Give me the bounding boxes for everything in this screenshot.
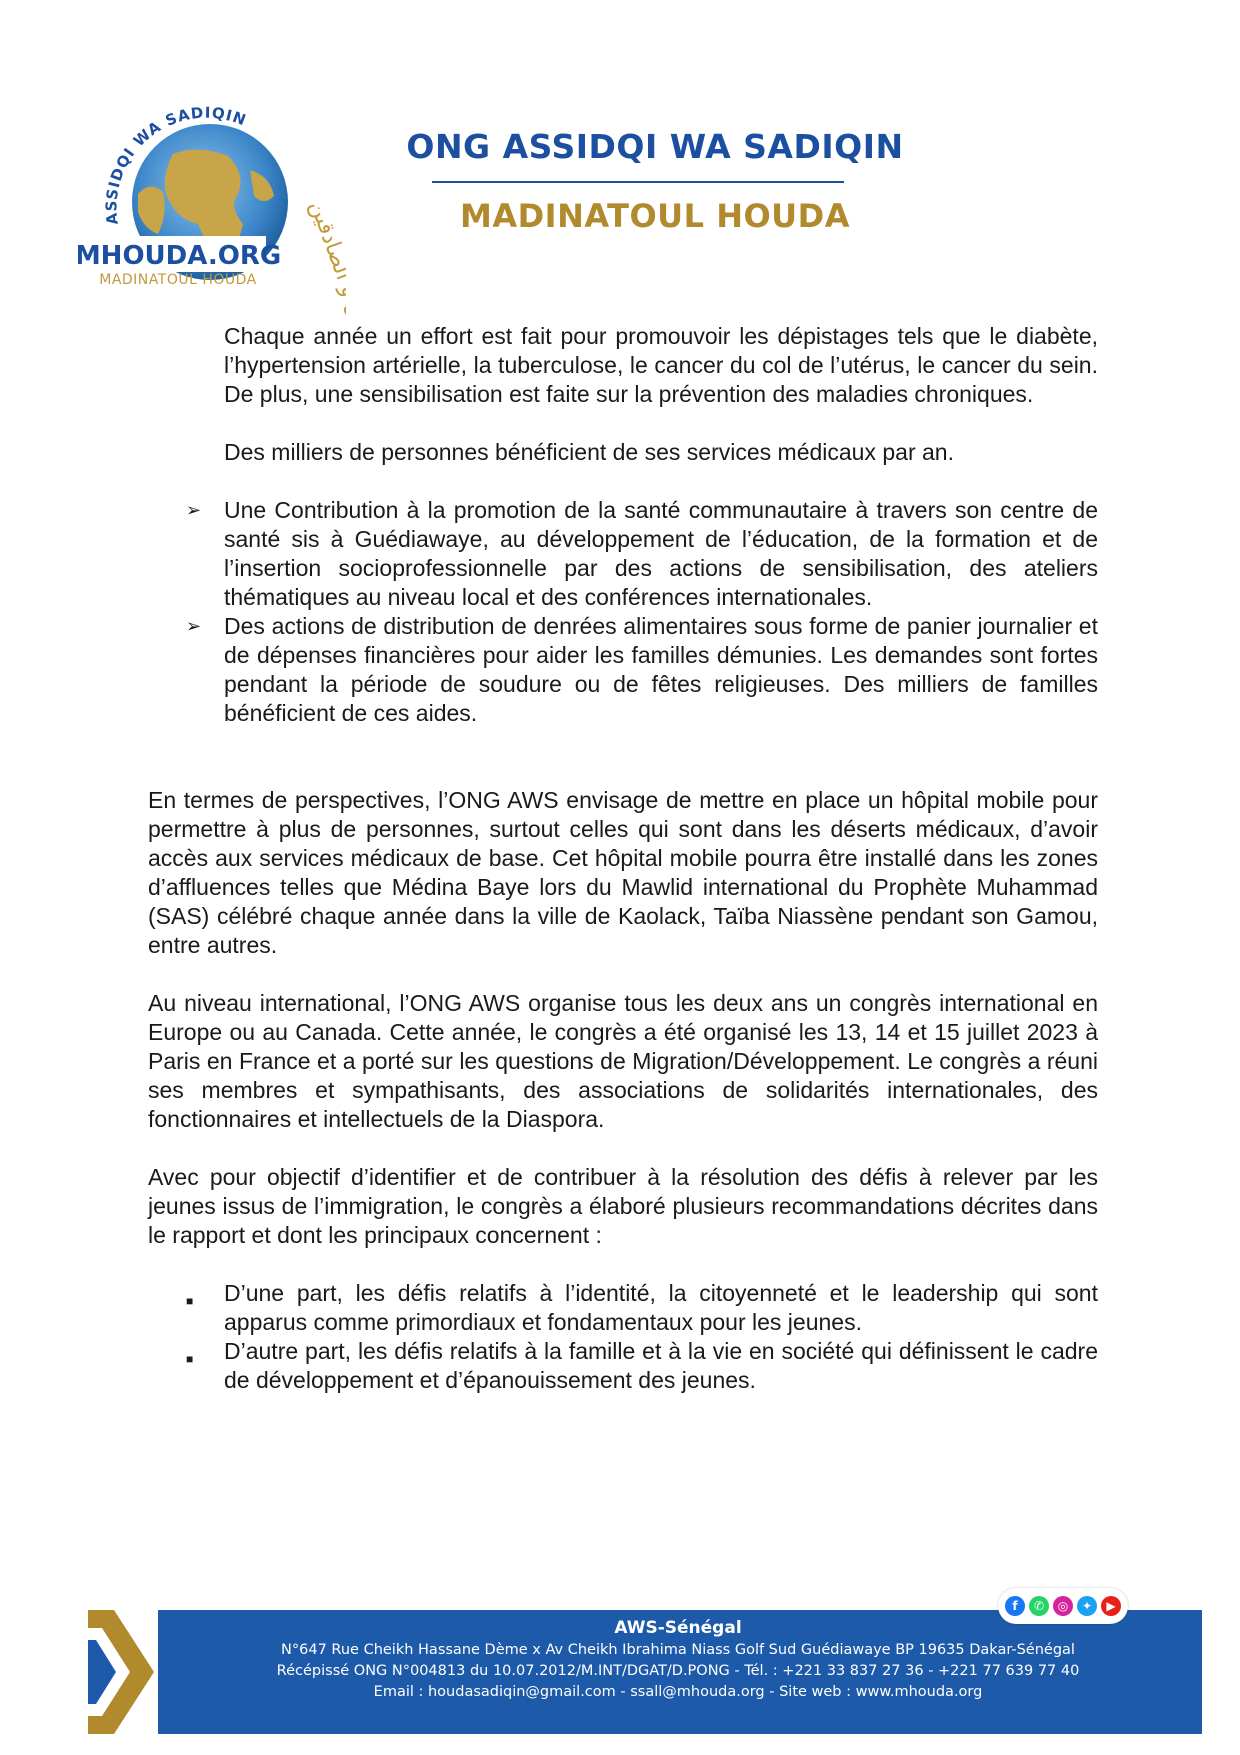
list-item xyxy=(148,612,1098,728)
globe-emblem-icon xyxy=(78,84,346,322)
youtube-icon[interactable]: ▶ xyxy=(1101,1596,1121,1616)
footer-registration: Récépissé ONG N°004813 du 10.07.2012/M.INT/DGAT/D.PONG - Tél. : +221 33 837 27 36 - +221 77 639 77 40 xyxy=(276,1663,1080,1679)
footer-address: N°647 Rue Cheikh Hassane Dème x Av Cheikh Ibrahima Niass Golf Sud Guédiawaye BP 19635 Dakar-Sénégal xyxy=(281,1642,1075,1658)
square-bullet-icon: ■ xyxy=(186,1294,194,1308)
social-links xyxy=(998,1588,1128,1624)
footer-contact-block xyxy=(168,1616,1188,1703)
title-divider xyxy=(432,181,844,183)
organization-title: ONG ASSIDQI WA SADIQIN xyxy=(406,127,904,166)
instagram-icon[interactable]: ◎ xyxy=(1053,1596,1073,1616)
beneficiaries-paragraph: Des milliers de personnes bénéficient de ses services médicaux par an. xyxy=(224,439,954,465)
logo-caption: MADINATOUL HOUDA xyxy=(99,272,257,288)
arrow-bullet-icon: ➢ xyxy=(186,500,202,520)
organization-logo xyxy=(78,84,346,322)
footer-email-web: Email : houdasadiqin@gmail.com - ssall@mhouda.org - Site web : www.mhouda.org xyxy=(373,1684,983,1700)
recommendations-list xyxy=(148,1279,1098,1395)
logo-site-name: MHOUDA.ORG xyxy=(78,241,282,271)
twitter-icon[interactable]: ✦ xyxy=(1077,1596,1097,1616)
list-item-text: D’autre part, les défis relatifs à la famille et à la vie en société qui définissent le cadre de développement et d’épanouissement des jeunes. xyxy=(224,1338,1098,1393)
objective-paragraph: Avec pour objectif d’identifier et de contribuer à la résolution des défis à relever par les jeunes issus de l’immigration, le congrès a élaboré plusieurs recommandations décrites dans le rapport et dont les principaux concernent : xyxy=(148,1164,1098,1248)
activities-list xyxy=(148,496,1098,728)
arrow-bullet-icon: ➢ xyxy=(186,616,202,636)
list-item xyxy=(148,1279,1098,1337)
square-bullet-icon: ■ xyxy=(186,1352,194,1366)
list-item-text: Des actions de distribution de denrées alimentaires sous forme de panier journalier et de dépenses financières pour aider les familles démunies. Les demandes sont fortes pendant la période de soudure ou de fêtes religieuses. Des milliers de familles bénéficient de ces aides. xyxy=(224,613,1098,726)
screening-paragraph: Chaque année un effort est fait pour promouvoir les dépistages tels que le diabète, l’hypertension artérielle, la tuberculose, le cancer du col de l’utérus, le cancer du sein. De plus, une sensibilisation est faite sur la prévention des maladies chroniques. xyxy=(224,323,1098,407)
international-paragraph: Au niveau international, l’ONG AWS organise tous les deux ans un congrès international en Europe ou au Canada. Cette année, le congrès a été organisé les 13, 14 et 15 juillet 2023 à Paris en France et a porté sur les questions de Migration/Développement. Le congrès a réuni ses membres et sympathisants, des associations de solidarités internationales, des fonctionnaires et intellectuels de la Diaspora. xyxy=(148,990,1098,1132)
perspectives-paragraph: En termes de perspectives, l’ONG AWS envisage de mettre en place un hôpital mobile pour permettre à plus de personnes, surtout celles qui sont dans les déserts médicaux, d’avoir accès aux services médicaux de base. Cet hôpital mobile pourra être installé dans les zones d’affluences telles que Médina Baye lors du Mawlid international du Prophète Muhammad (SAS) célébré chaque année dans la ville de Kaolack, Taïba Niassène pendant son Gamou, entre autres. xyxy=(148,787,1098,958)
facebook-icon[interactable]: f xyxy=(1005,1596,1025,1616)
document-body xyxy=(148,322,1098,1395)
list-item xyxy=(148,1337,1098,1395)
list-item-text: Une Contribution à la promotion de la santé communautaire à travers son centre de santé sis à Guédiawaye, au développement de l’éducation, de la formation et de l’insertion socioprofessionnelle par des actions de sensibilisation, des ateliers thématiques au niveau local et des conférences internationales. xyxy=(224,497,1098,610)
list-item-text: D’une part, les défis relatifs à l’identité, la citoyenneté et le leadership qui sont apparus comme primordiaux et fondamentaux pour les jeunes. xyxy=(224,1280,1098,1335)
logo-arabic-text: و الصادقين xyxy=(304,197,346,300)
svg-text:ASSIDQI WA SADIQIN: ASSIDQI WA SADIQIN xyxy=(102,103,250,226)
footer-org-name: AWS-Sénégal xyxy=(614,1618,742,1638)
page-footer xyxy=(88,1610,1202,1734)
footer-chevron-icon xyxy=(88,1610,158,1734)
list-item xyxy=(148,496,1098,612)
whatsapp-icon[interactable]: ✆ xyxy=(1029,1596,1049,1616)
organization-subtitle: MADINATOUL HOUDA xyxy=(460,197,850,235)
